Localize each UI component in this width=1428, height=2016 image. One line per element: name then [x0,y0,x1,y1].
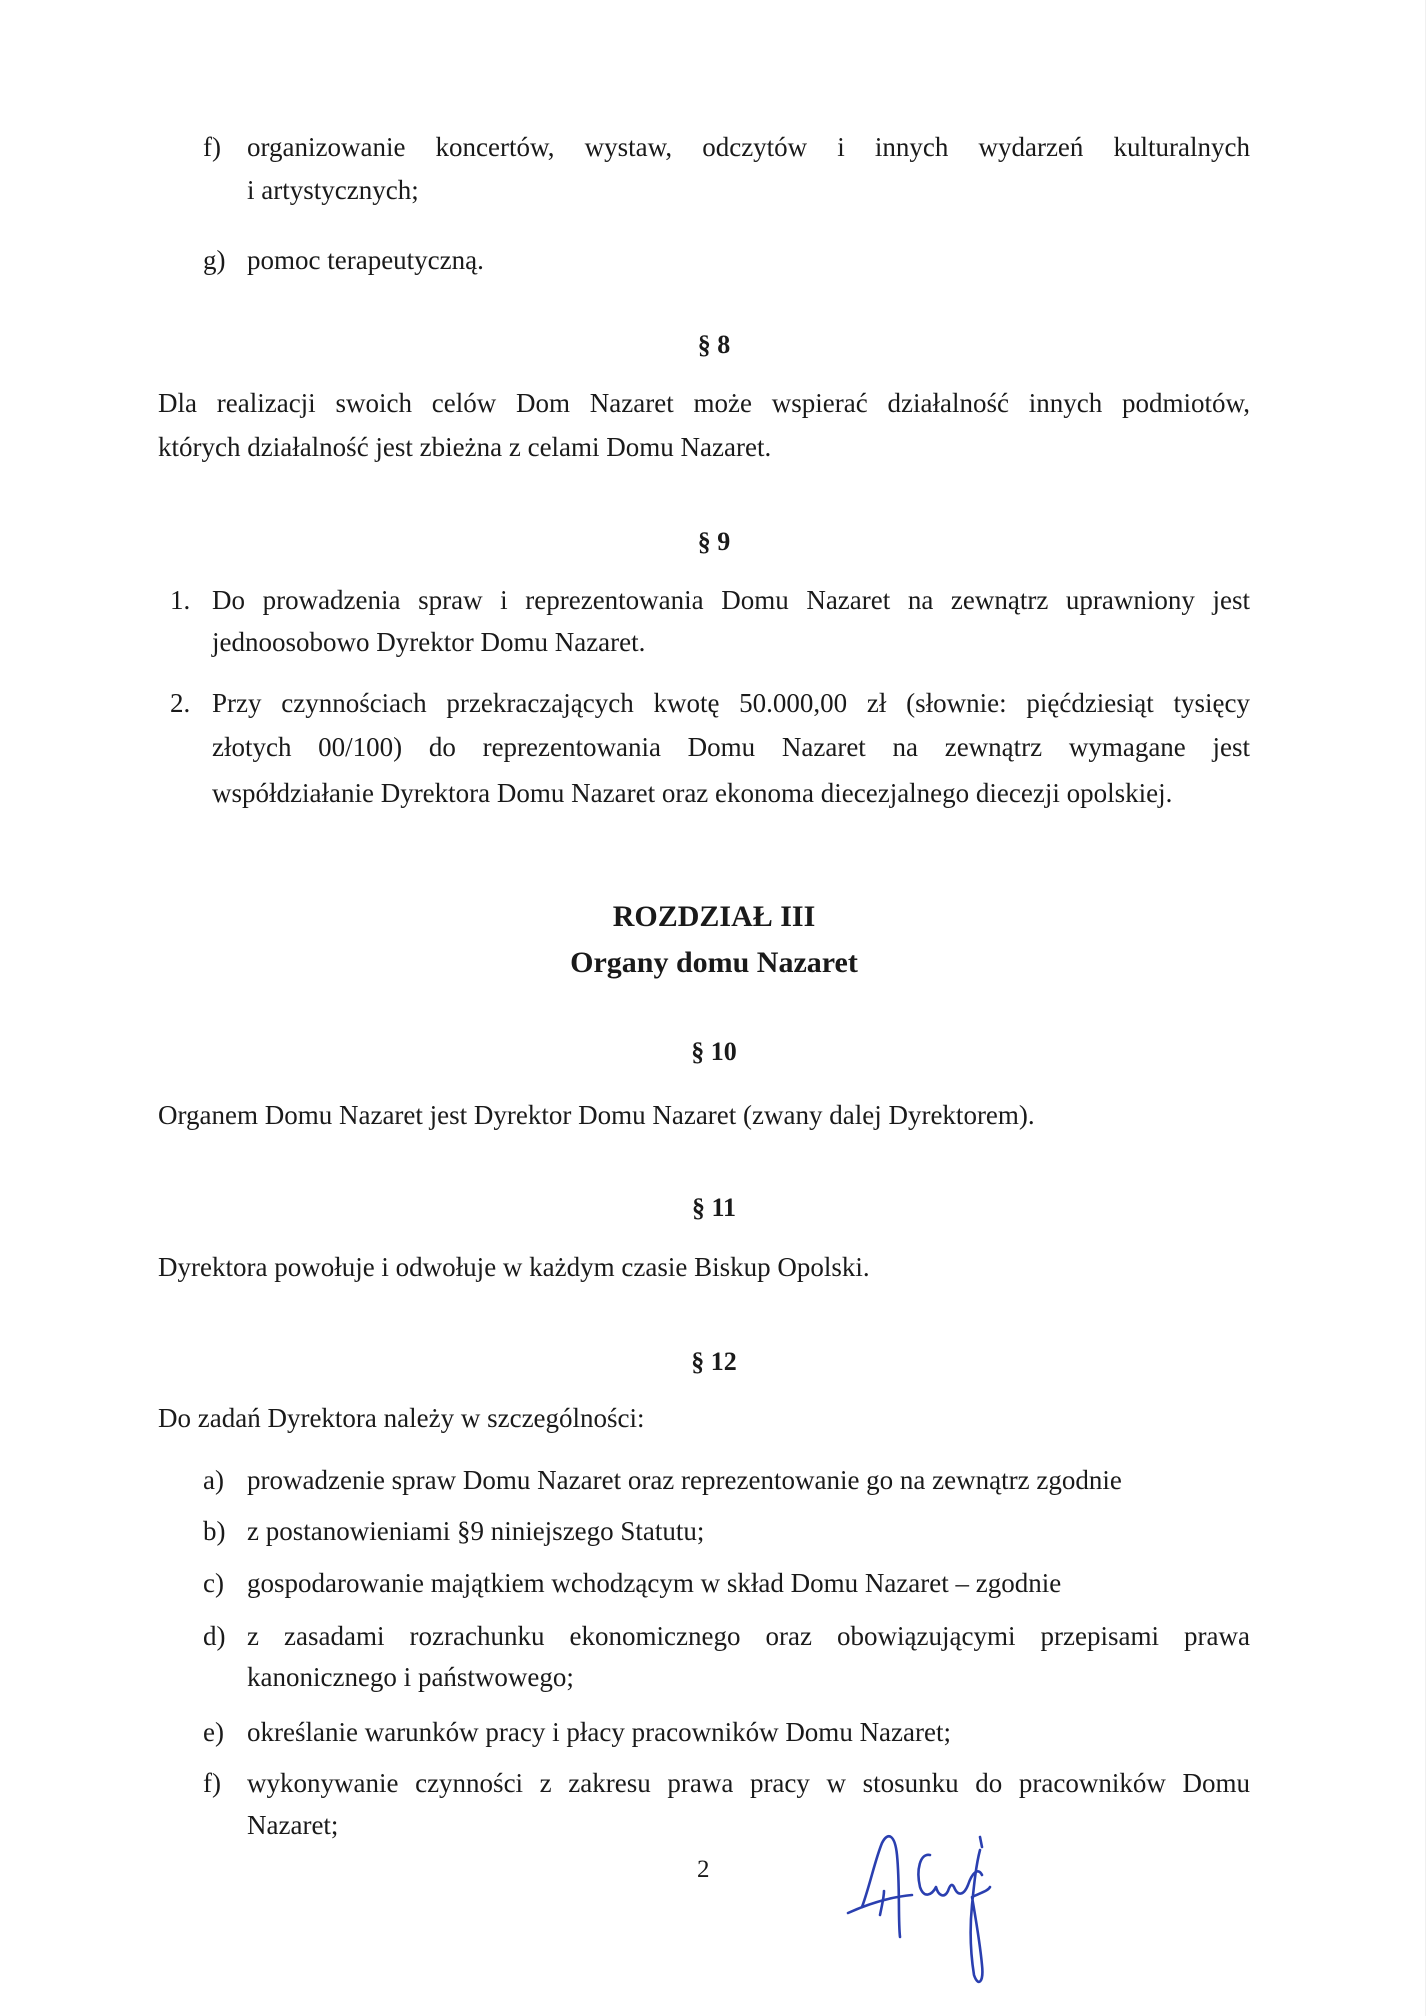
list-marker: d) [203,1621,226,1651]
list-marker: b) [203,1516,226,1546]
list-item-line: gospodarowanie majątkiem wchodzącym w skład Domu Nazaret – zgodnie [247,1568,1062,1598]
list-item-line: współdziałanie Dyrektora Domu Nazaret oraz ekonoma diecezjalnego diecezji opolskiej. [212,778,1173,808]
list-marker: a) [203,1465,224,1495]
list-item-line: złotych 00/100) do reprezentowania Domu Nazaret na zewnątrz wymagane jest [212,732,1250,762]
list-marker: f) [203,1768,221,1798]
paragraph-line: Do zadań Dyrektora należy w szczególności: [158,1403,645,1433]
list-item-line: jednoosobowo Dyrektor Domu Nazaret. [212,627,646,657]
list-item-line: z zasadami rozrachunku ekonomicznego oraz obowiązującymi przepisami prawa [247,1621,1250,1651]
section-heading: § 10 [691,1037,737,1066]
paragraph-line: Organem Domu Nazaret jest Dyrektor Domu Nazaret (zwany dalej Dyrektorem). [158,1100,1035,1130]
list-item-line: i artystycznych; [247,175,419,205]
scan-edge [1425,0,1426,2016]
list-item-line: prowadzenie spraw Domu Nazaret oraz reprezentowanie go na zewnątrz zgodnie [247,1465,1122,1495]
page-number: 2 [697,1856,710,1883]
section-heading: § 9 [697,527,731,556]
list-item-line: Nazaret; [247,1810,339,1840]
list-marker: 1. [170,585,191,615]
paragraph-line: Dla realizacji swoich celów Dom Nazaret może wspierać działalność innych podmiotów, [158,388,1250,418]
list-item-line: kanonicznego i państwowego; [247,1662,574,1692]
signature-icon [840,1825,1010,1990]
list-marker: 2. [170,688,191,718]
list-item-line: określanie warunków pracy i płacy pracowników Domu Nazaret; [247,1717,951,1747]
list-marker: c) [203,1568,224,1598]
paragraph-line: Dyrektora powołuje i odwołuje w każdym czasie Biskup Opolski. [158,1252,870,1282]
list-item-line: pomoc terapeutyczną. [247,245,484,275]
list-item-line: z postanowieniami §9 niniejszego Statutu; [247,1516,705,1546]
list-item-line: Do prowadzenia spraw i reprezentowania Domu Nazaret na zewnątrz uprawniony jest [212,585,1250,615]
list-item-line: wykonywanie czynności z zakresu prawa pracy w stosunku do pracowników Domu [247,1768,1250,1798]
list-marker: f) [203,132,221,162]
list-item-line: organizowanie koncertów, wystaw, odczytów i innych wydarzeń kulturalnych [247,132,1250,162]
section-heading: § 12 [691,1347,737,1376]
section-heading: § 8 [697,330,731,359]
list-item-line: Przy czynnościach przekraczających kwotę 50.000,00 zł (słownie: pięćdziesiąt tysięcy [212,688,1250,718]
chapter-subtitle: Organy domu Nazaret [570,946,858,979]
section-heading: § 11 [691,1193,737,1222]
list-marker: g) [203,245,226,275]
chapter-title: ROZDZIAŁ III [612,900,816,933]
paragraph-line: których działalność jest zbieżna z celami Domu Nazaret. [158,432,772,462]
list-marker: e) [203,1717,224,1747]
